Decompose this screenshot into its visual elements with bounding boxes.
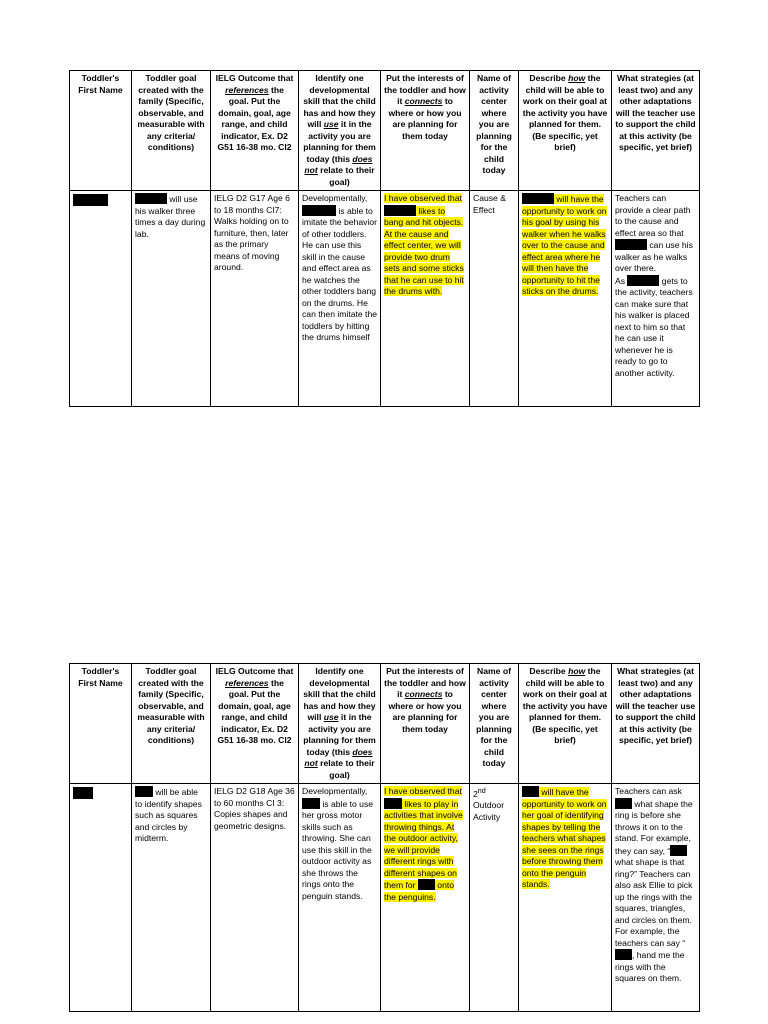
header-strategies: What strategies (at least two) and any other adaptations will the teacher use to support the child at this activity (be specific, yet brief) xyxy=(612,71,700,191)
header-goal: Toddler goal created with the family (Specific, observable, and measurable with any criteria/ conditions) xyxy=(132,71,211,191)
header-interests: Put the interests of the toddler and how it connects to where or how you are planning for them today xyxy=(381,71,470,191)
cell-center: 2nd Outdoor Activity xyxy=(470,784,519,1012)
lesson-plan-table-1 xyxy=(69,70,700,407)
redacted-name xyxy=(302,798,320,809)
header-row xyxy=(70,71,700,191)
header-row xyxy=(70,664,700,784)
cell-goal: will be able to identify shapes such as squares and circles by midterm. xyxy=(132,784,211,1012)
header-describe: Describe how the child will be able to work on their goal at the activity you have planned for them. (Be specific, yet brief) xyxy=(519,664,612,784)
redacted-name xyxy=(135,193,167,204)
redacted-name xyxy=(615,239,647,250)
redacted-name xyxy=(615,949,632,960)
redacted-name xyxy=(615,798,632,809)
redacted-name xyxy=(522,786,539,797)
header-skill: Identify one developmental skill that the child has and how they will use it in the activity you are planning for them today (this does not relate to their goal) xyxy=(299,664,381,784)
redacted-name xyxy=(384,798,402,809)
redacted-name xyxy=(627,275,659,286)
redacted-name xyxy=(418,879,435,890)
redacted-name xyxy=(384,205,416,216)
cell-describe: will have the opportunity to work on her goal of identifying shapes by telling the teachers what shapes she sees on the rings before throwing them onto the penguin stands. xyxy=(519,784,612,1012)
header-ielg: IELG Outcome that references the goal. Put the domain, goal, age range, and child indicator, Ex. D2 G51 16-38 mo. CI2 xyxy=(211,664,299,784)
header-ielg: IELG Outcome that references the goal. Put the domain, goal, age range, and child indicator, Ex. D2 G51 16-38 mo. CI2 xyxy=(211,71,299,191)
header-interests: Put the interests of the toddler and how it connects to where or how you are planning for them today xyxy=(381,664,470,784)
table-row xyxy=(70,191,700,407)
redacted-name xyxy=(522,193,554,204)
lesson-plan-table-2 xyxy=(69,663,700,1012)
cell-describe: will have the opportunity to work on his goal by using his walker when he walks over to the cause and effect area where he will then have the opportunity to hit the sticks on the drums. xyxy=(519,191,612,407)
header-strategies: What strategies (at least two) and any other adaptations will the teacher use to support the child at this activity (be specific, yet brief) xyxy=(612,664,700,784)
redacted-name xyxy=(73,194,108,206)
header-goal: Toddler goal created with the family (Specific, observable, and measurable with any criteria/ conditions) xyxy=(132,664,211,784)
cell-interests: I have observed that likes to play in activities that involve throwing things. At the outdoor activity, we will provide different rings with different shapes on them for onto the penguins. xyxy=(381,784,470,1012)
cell-goal: will use his walker three times a day during lab. xyxy=(132,191,211,407)
redacted-name xyxy=(302,205,336,216)
cell-skill: Developmentally, is able to use her gross motor skills such as throwing. She can use this skill in the outdoor activity as she throws the rings onto the penguin stands. xyxy=(299,784,381,1012)
redacted-name xyxy=(670,845,687,856)
cell-ielg: IELG D2 G18 Age 36 to 60 months CI 3: Copies shapes and geometric designs. xyxy=(211,784,299,1012)
table-row xyxy=(70,784,700,1012)
redacted-name xyxy=(73,787,93,799)
header-center: Name of activity center where you are planning for the child today xyxy=(470,664,519,784)
header-first-name: Toddler's First Name xyxy=(70,71,132,191)
header-first-name: Toddler's First Name xyxy=(70,664,132,784)
cell-skill: Developmentally, is able to imitate the behavior of other toddlers. He can use this skill in the cause and effect area as he watches the other toddlers bang on the drums. He can then imitate the toddlers by hitting the drums himself xyxy=(299,191,381,407)
header-center: Name of activity center where you are planning for the child today xyxy=(470,71,519,191)
cell-center: Cause & Effect xyxy=(470,191,519,407)
header-describe: Describe how the child will be able to work on their goal at the activity you have planned for them. (Be specific, yet brief) xyxy=(519,71,612,191)
cell-first-name xyxy=(70,784,132,1012)
cell-interests: I have observed that likes to bang and hit objects. At the cause and effect center, we will provide two drum sets and some sticks that he can use to hit the drums with. xyxy=(381,191,470,407)
cell-ielg: IELG D2 G17 Age 6 to 18 months CI7: Walks holding on to furniture, then, later as the primary means of moving around. xyxy=(211,191,299,407)
cell-strategies: Teachers can ask what shape the ring is before she throws it on to the stand. For example, they can say, “ what shape is that ring?” Teachers can also ask Ellie to pick up the rings with the squares, triangles, and circles on them. For example, the teachers can say “, hand me the rings with the squares on them. xyxy=(612,784,700,1012)
cell-strategies: Teachers can provide a clear path to the cause and effect area so that can use his walker as he walks over there. As gets to the activity, teachers can make sure that his walker is placed next to him so that he can use it whenever he is ready to go to another activity. xyxy=(612,191,700,407)
redacted-name xyxy=(135,786,153,797)
header-skill: Identify one developmental skill that the child has and how they will use it in the activity you are planning for them today (this does not relate to their goal) xyxy=(299,71,381,191)
cell-first-name xyxy=(70,191,132,407)
